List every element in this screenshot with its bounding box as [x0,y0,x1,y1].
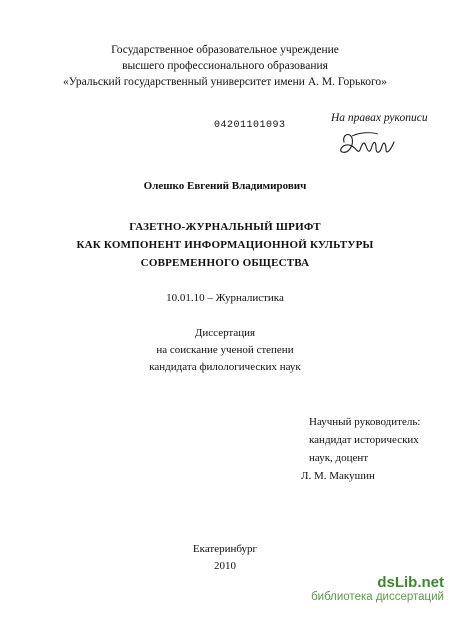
degree-line-1: Диссертация [194,327,256,339]
degree-line-2: на соискание ученой степени [156,344,294,356]
title-line-2: КАК КОМПОНЕНТ ИНФОРМАЦИОННОЙ КУЛЬТУРЫ [76,239,374,251]
supervisor-line-3: наук, доцент [309,452,369,464]
watermark-logo: dsLib.net [377,574,444,591]
author-name: Олешко Евгений Владимирович [143,180,307,192]
institution-line-1: Государственное образовательное учреждение [111,44,339,56]
signature [338,128,396,160]
title-line-3: СОВРЕМЕННОГО ОБЩЕСТВА [140,257,310,269]
supervisor-line-1: Научный руководитель: [309,416,421,428]
watermark[interactable] [294,574,444,603]
supervisor-line-4: Л. М. Макушин [301,470,375,482]
specialty: 10.01.10 – Журналистика [166,292,284,304]
rights-note: На правах рукописи [331,112,428,124]
degree-line-3: кандидата филологических наук [149,361,301,373]
year: 2010 [214,560,236,572]
city: Екатеринбург [192,543,258,555]
institution-line-3: «Уральский государственный университет имени А. М. Горького» [63,76,387,88]
institution-line-2: высшего профессионального образования [122,60,328,72]
document-code: 04201101093 [214,120,286,131]
watermark-caption: библиотека диссертаций [311,591,444,603]
title-line-1: ГАЗЕТНО-ЖУРНАЛЬНЫЙ ШРИФТ [129,221,321,233]
supervisor-line-2: кандидат исторических [309,434,419,446]
